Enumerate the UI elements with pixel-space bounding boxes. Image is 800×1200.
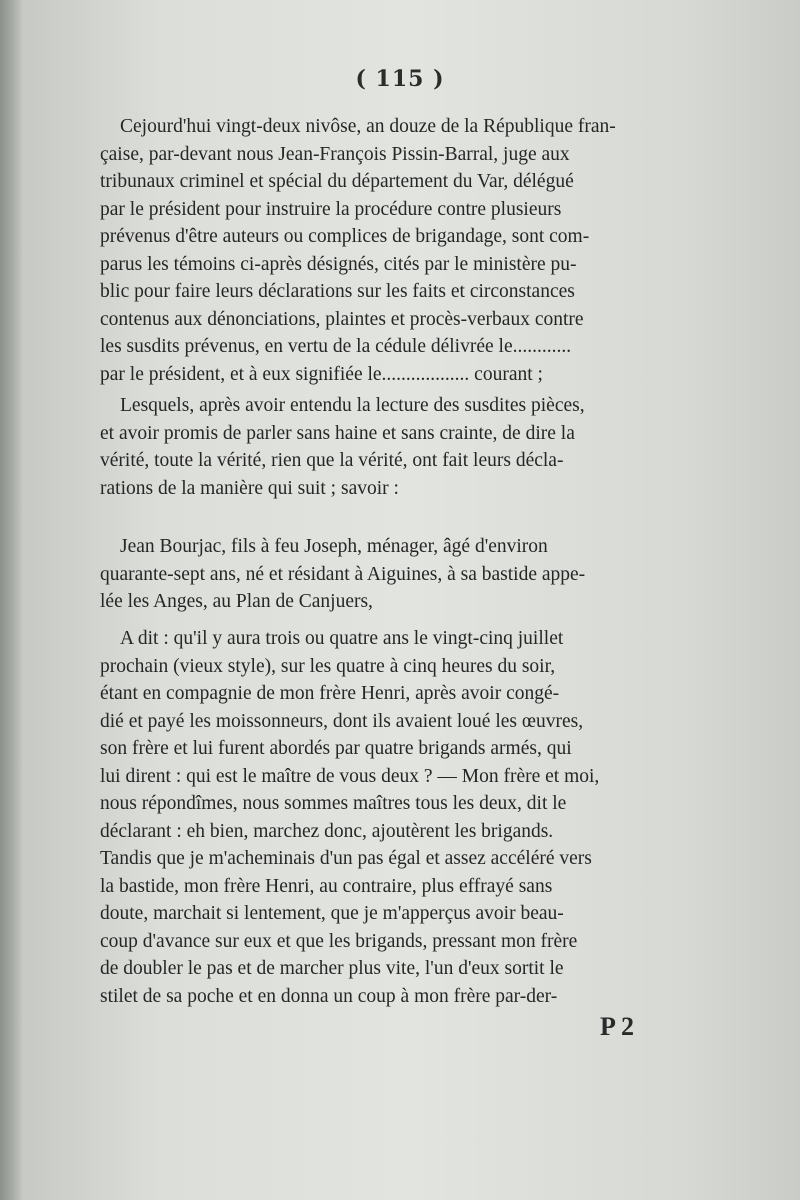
text-line: Jean Bourjac, fils à feu Joseph, ménager, âgé d'environ — [120, 536, 548, 557]
text-line: doute, marchait si lentement, que je m'apperçus avoir beau- — [100, 903, 564, 924]
text-line: dié et payé les moissonneurs, dont ils avaient loué les œuvres, — [100, 710, 584, 732]
text-line: les susdits prévenus, en vertu de la cédule délivrée le............ — [100, 336, 572, 357]
book-spine — [0, 0, 22, 1200]
text-line: prochain (vieux style), sur les quatre à cinq heures du soir, — [100, 655, 556, 677]
testimony-paragraph — [100, 625, 712, 1010]
text-line: Cejourd'hui vingt-deux nivôse, an douze de la République fran- — [120, 116, 616, 137]
text-line: de doubler le pas et de marcher plus vite, l'un d'eux sortit le — [100, 958, 564, 979]
text-line: parus les témoins ci-après désignés, cités par le ministère pu- — [100, 253, 577, 275]
text-line: par le président, et à eux signifiée le.................. courant ; — [100, 363, 543, 385]
intro-paragraph — [100, 113, 712, 388]
text-line: çaise, par-devant nous Jean-François Pissin-Barral, juge aux — [100, 143, 570, 165]
text-line: déclarant : eh bien, marchez donc, ajoutèrent les brigands. — [100, 820, 554, 842]
oath-paragraph — [100, 392, 712, 502]
page-number-header: ( 115 ) — [355, 66, 445, 92]
text-line: quarante-sept ans, né et résidant à Aiguines, à sa bastide appe- — [100, 563, 586, 585]
text-line: lée les Anges, au Plan de Canjuers, — [100, 591, 373, 612]
witness-paragraph — [100, 533, 712, 616]
signature-mark: P 2 — [600, 1012, 634, 1041]
text-line: par le président pour instruire la procédure contre plusieurs — [100, 198, 562, 220]
text-line: coup d'avance sur eux et que les brigands, pressant mon frère — [100, 930, 578, 952]
text-line: lui dirent : qui est le maître de vous deux ? — Mon frère et moi, — [100, 765, 600, 787]
text-line: tribunaux criminel et spécial du département du Var, délégué — [100, 171, 574, 192]
text-line: et avoir promis de parler sans haine et sans crainte, de dire la — [100, 422, 575, 444]
text-line: vérité, toute la vérité, rien que la vérité, ont fait leurs décla- — [100, 450, 564, 471]
text-line: rations de la manière qui suit ; savoir : — [100, 477, 399, 499]
text-line: son frère et lui furent abordés par quatre brigands armés, qui — [100, 738, 572, 759]
text-line: la bastide, mon frère Henri, au contraire, plus effrayé sans — [100, 875, 553, 897]
text-line: prévenus d'être auteurs ou complices de brigandage, sont com- — [100, 226, 590, 247]
text-line: Lesquels, après avoir entendu la lecture des susdites pièces, — [120, 395, 585, 416]
text-line: blic pour faire leurs déclarations sur les faits et circonstances — [100, 281, 575, 302]
text-line: stilet de sa poche et en donna un coup à mon frère par-der- — [100, 985, 558, 1007]
text-line: A dit : qu'il y aura trois ou quatre ans le vingt-cinq juillet — [120, 628, 564, 649]
text-line: étant en compagnie de mon frère Henri, après avoir congé- — [100, 683, 560, 704]
text-line: contenus aux dénonciations, plaintes et procès-verbaux contre — [100, 308, 584, 330]
text-line: nous répondîmes, nous sommes maîtres tous les deux, dit le — [100, 793, 567, 814]
text-line: Tandis que je m'acheminais d'un pas égal et assez accéléré vers — [100, 848, 592, 869]
